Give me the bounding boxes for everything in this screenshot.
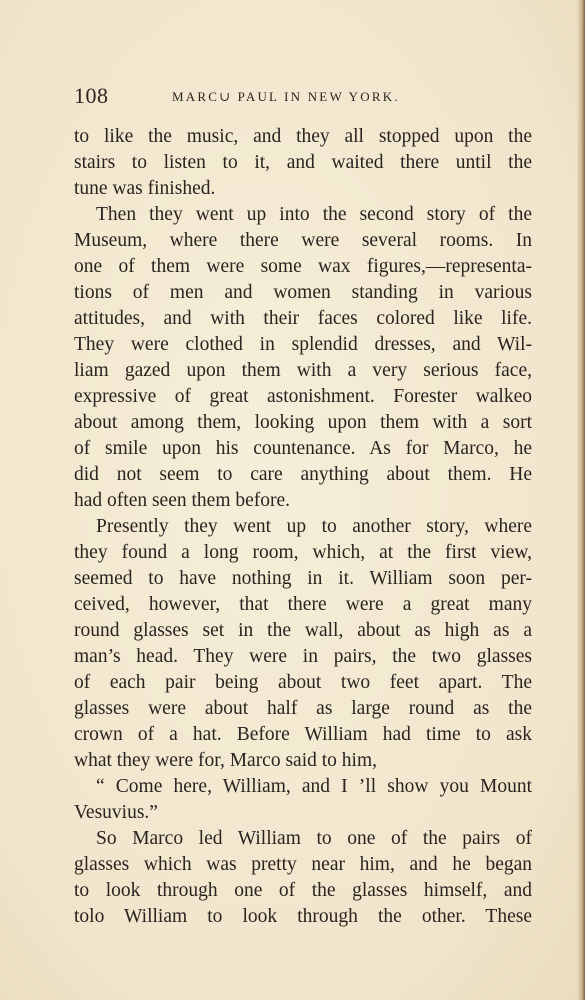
text-line: tions of men and women standing in various xyxy=(74,282,532,303)
text-line: of smile upon his countenance. As for Marco, he xyxy=(74,438,532,459)
text-line: crown of a hat. Before William had time to ask xyxy=(74,724,532,745)
text-line: stairs to listen to it, and waited there until the xyxy=(74,152,532,173)
text-line: ceived, however, that there were a great many xyxy=(74,594,532,615)
body-text xyxy=(74,124,532,930)
text-line: Vesuvius.” xyxy=(74,802,158,823)
text-line: They were clothed in splendid dresses, and Wil- xyxy=(74,334,532,355)
text-line: glasses were about half as large round as the xyxy=(74,698,532,719)
text-line: seemed to have nothing in it. William soon per- xyxy=(74,568,532,589)
text-line: “ Come here, William, and I ’ll show you Mount xyxy=(96,776,532,797)
text-line: tune was finished. xyxy=(74,178,216,199)
text-line: Then they went up into the second story of the xyxy=(96,204,532,225)
running-title: MARC∪ PAUL IN NEW YORK. xyxy=(172,89,400,104)
text-line: they found a long room, which, at the first view, xyxy=(74,542,532,563)
text-line: round glasses set in the wall, about as high as a xyxy=(74,620,532,641)
running-head xyxy=(74,83,534,109)
text-line: had often seen them before. xyxy=(74,490,291,511)
text-line: man’s head. They were in pairs, the two glasses xyxy=(74,646,532,667)
text-line: attitudes, and with their faces colored like life. xyxy=(74,308,532,329)
text-line: did not seem to care anything about them. He xyxy=(74,464,532,485)
text-line: one of them were some wax figures,—representa- xyxy=(74,256,532,277)
text-line: glasses which was pretty near him, and he began xyxy=(74,854,532,875)
text-line: to like the music, and they all stopped upon the xyxy=(74,126,532,147)
page-edge-shadow xyxy=(577,0,585,1000)
text-line: of each pair being about two feet apart. The xyxy=(74,672,532,693)
text-line: liam gazed upon them with a very serious face, xyxy=(74,360,532,381)
page-number: 108 xyxy=(74,83,109,108)
text-line: about among them, looking upon them with a sort xyxy=(74,412,532,433)
text-line: what they were for, Marco said to him, xyxy=(74,750,378,771)
text-line: to look through one of the glasses himself, and xyxy=(74,880,532,901)
text-line: Museum, where there were several rooms. In xyxy=(74,230,532,251)
text-line: expressive of great astonishment. Forester walkeo xyxy=(74,386,532,407)
text-line: So Marco led William to one of the pairs of xyxy=(96,828,532,849)
text-line: tolo William to look through the other. These xyxy=(74,906,532,927)
text-line: Presently they went up to another story, where xyxy=(96,516,532,537)
